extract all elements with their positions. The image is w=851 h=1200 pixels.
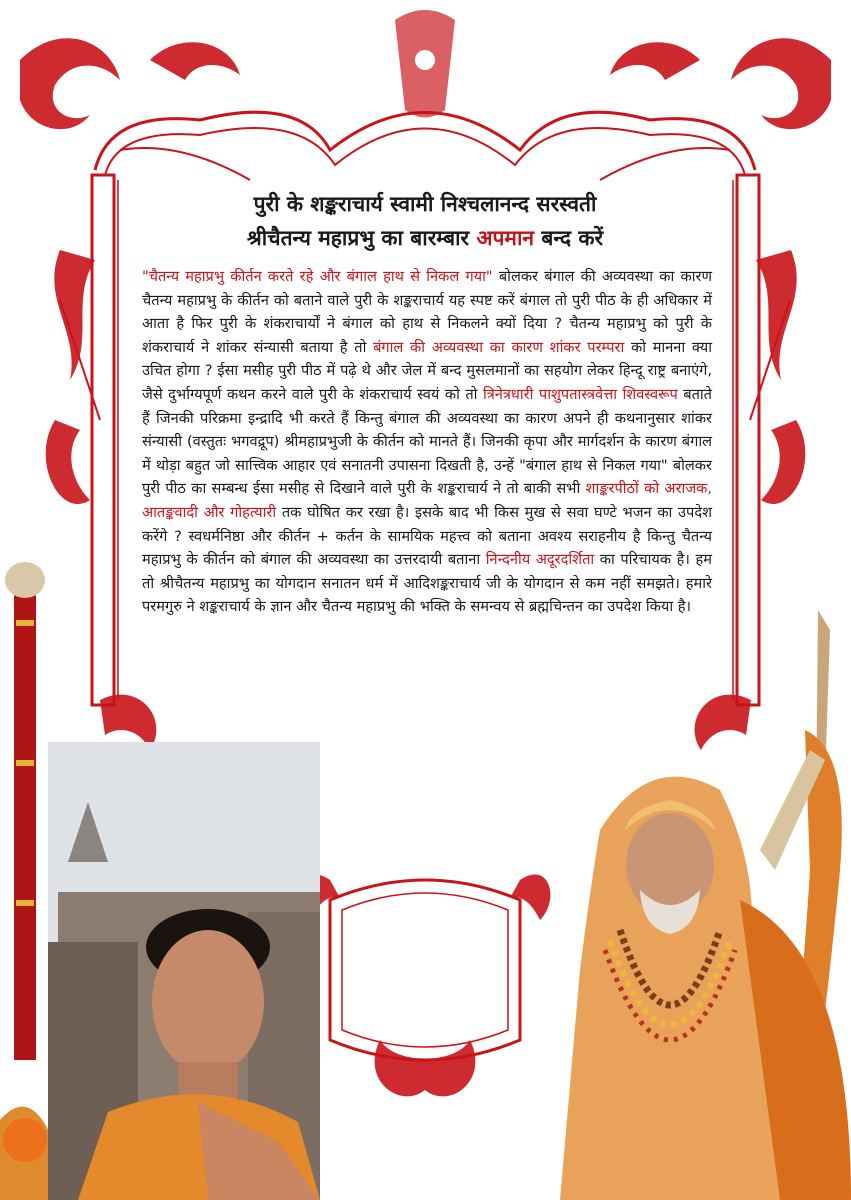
- headline-highlight: अपमान: [476, 226, 535, 250]
- body-highlight: निन्दनीय अदूरदर्शिता: [485, 551, 595, 569]
- body-highlight: शाङ्करपीठों को अराजक, आतङ्कवादी और गोहत्यारी: [142, 480, 712, 521]
- photo-illustration: [560, 750, 851, 1200]
- body-text-segment: को मानना क्या उचित होगा ? ईसा मसीह पुरी पीठ में पढ़े थे और जेल में बन्द मुसलमानों का सहयोग लेकर हिन्दू राष्ट्र बनाएंगे, जैसे दुर्भाग्यपूर्ण कथन करने वाले पुरी के शंकराचार्य स्वयं को तो: [142, 338, 712, 403]
- body-text-segment: बताते हैं जिनकी परिक्रमा इन्द्रादि भी करते हैं किन्तु बंगाल की अव्यवस्था का कारण अपने ही कथनानुसार शांकर संन्यासी (वस्तुतः भगवद्रूप) श्रीमहाप्रभुजी के कीर्तन को मानते हैं। जिनकी कृपा और मार्गदर्शन के कारण बंगाल में थोड़ा बहुत जो सात्त्विक आहार एवं सनातनी उपासना दिखती है, उन्हें "बंगाल हाथ से निकल गया" बोलकर पुरी पीठ का सम्बन्ध ईसा मसीह से दिखाने वाले पुरी के शङ्कराचार्य ने तो बाकी सभी: [142, 385, 712, 498]
- headline-line-2-end: बन्द करें: [534, 226, 604, 250]
- body-text-segment: तक घोषित कर रखा है। इसके बाद भी किस मुख से सवा घण्टे भजन का उपदेश करेंगे ? स्वधर्मनिष्ठा और कीर्तन + कर्तन के सामयिक महत्त्व को बताना अवश्य सराहनीय है किन्तु चैतन्य महाप्रभु के कीर्तन को बंगाल की अव्यवस्था का उत्तरदायी बताना: [142, 503, 712, 569]
- body-text-segment: का परिचायक है। हम तो श्रीचैतन्य महाप्रभु का योगदान सनातन धर्म में आदिशङ्कराचार्य जी के योगदान से कम नहीं समझते। हमारे परमगुरु ने शङ्कराचार्य के ज्ञान और चैतन्य महाप्रभु की भक्ति के समन्वय से ब्रह्मचिन्तन का उपदेश किया है।: [142, 551, 713, 616]
- quote-highlight: "चैतन्य महाप्रभु कीर्तन करते रहे और बंगाल हाथ से निकल गया": [142, 268, 493, 285]
- body-highlight: बंगाल की अव्यवस्था का कारण शांकर परम्परा: [373, 338, 625, 356]
- photo-illustration: [48, 742, 320, 1200]
- headline-line-2-text: श्रीचैतन्य महाप्रभु का बारम्बार: [246, 226, 477, 250]
- headline-line-2: [120, 224, 730, 252]
- body-highlight: त्रिनेत्रधारी पाशुपतास्त्रवेत्ता शिवस्वरूप: [482, 385, 678, 403]
- body-paragraph: [142, 265, 712, 619]
- body-text-segment: बोलकर बंगाल की अव्यवस्था का कारण चैतन्य महाप्रभु के कीर्तन को बताने वाले पुरी के शङ्कराचार्य यह स्पष्ट करें बंगाल तो पुरी पीठ के ही अधिकार में आता है फिर पुरी के शंकराचार्यों ने बंगाल को हाथ से निकलने क्यों दिया ? चैतन्य महाप्रभु को पुरी के शंकराचार्य ने शांकर संन्यासी बताया है तो: [142, 268, 712, 356]
- man-in-saffron-photo: [48, 742, 320, 1200]
- headline-line-1: पुरी के शङ्कराचार्य स्वामी निश्चलानन्द सरस्वती: [253, 192, 597, 216]
- shankaracharya-photo: [560, 750, 851, 1200]
